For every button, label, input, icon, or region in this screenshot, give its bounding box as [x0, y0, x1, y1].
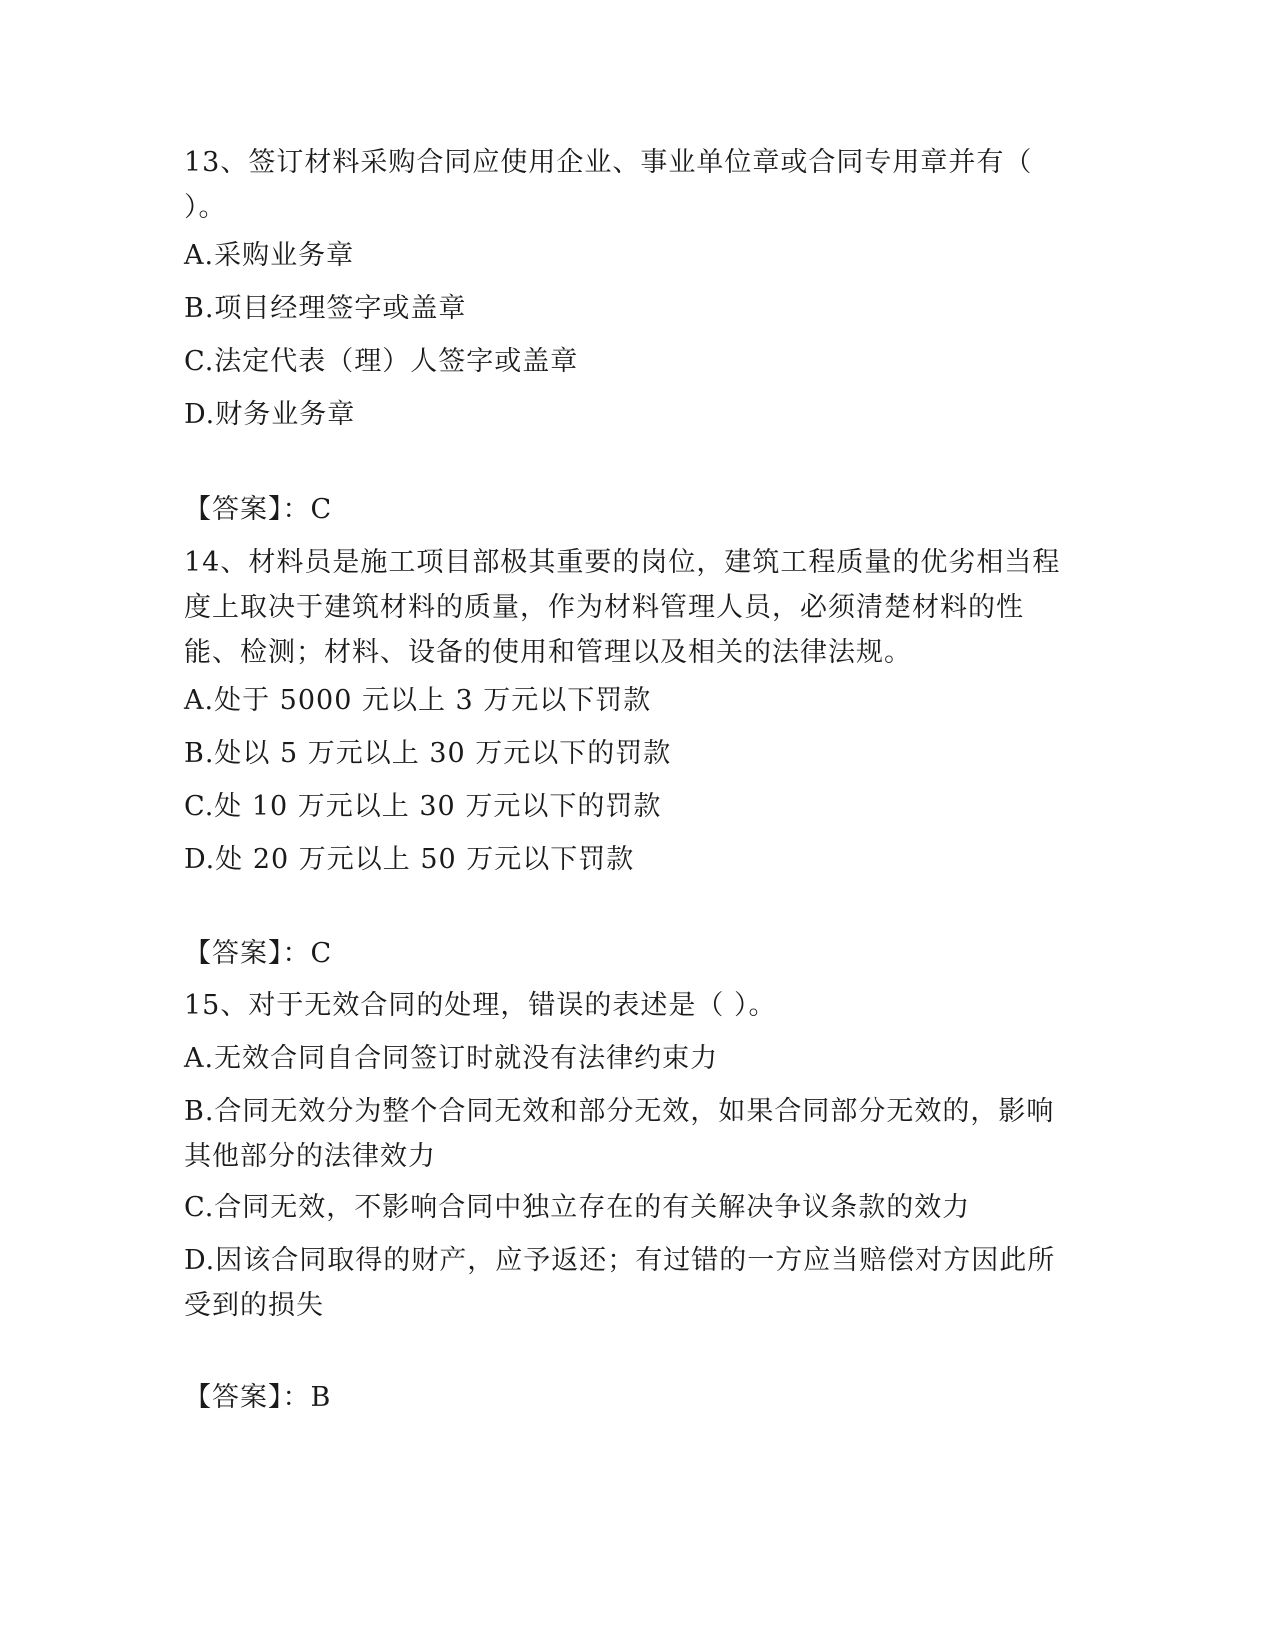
question-13-option-a: A.采购业务章: [184, 240, 355, 271]
answer-label: 【答案】：: [184, 938, 311, 969]
answer-label: 【答案】：: [184, 494, 311, 525]
answer-value: B: [310, 1382, 332, 1413]
question-15-stem: 15、对于无效合同的处理，错误的表述是（ ）。: [184, 990, 777, 1021]
question-15-option-b: B.合同无效分为整个合同无效和部分无效，如果合同部分无效的，影响其他部分的法律效力: [184, 1096, 1055, 1172]
question-14-option-c: C.处 10 万元以上 30 万元以下的罚款: [184, 791, 662, 822]
question-15-option-d: D.因该合同取得的财产，应予返还；有过错的一方应当赔偿对方因此所受到的损失: [184, 1245, 1056, 1321]
question-14-stem: 14、材料员是施工项目部极其重要的岗位，建筑工程质量的优劣相当程度上取决于建筑材料的质量，作为材料管理人员，必须清楚材料的性能、检测；材料、设备的使用和管理以及相关的法律法规。: [184, 547, 1061, 668]
answer-value: C: [310, 494, 333, 525]
question-14-option-d: D.处 20 万元以上 50 万元以下罚款: [184, 844, 635, 875]
question-13-stem: 13、签订材料采购合同应使用企业、事业单位章或合同专用章并有（ ）。: [184, 147, 1033, 223]
question-13-answer: [184, 490, 332, 530]
question-14-option-b: B.处以 5 万元以上 30 万元以下的罚款: [184, 738, 672, 769]
question-13-option-c: C.法定代表（理）人签字或盖章: [184, 346, 579, 377]
question-13-option-d: D.财务业务章: [184, 399, 356, 430]
question-14-answer: [184, 934, 332, 974]
answer-label: 【答案】：: [184, 1382, 311, 1413]
question-13-option-b: B.项目经理签字或盖章: [184, 293, 467, 324]
question-14-option-a: A.处于 5000 元以上 3 万元以下罚款: [184, 685, 652, 716]
question-15-option-a: A.无效合同自合同签订时就没有法律约束力: [184, 1043, 719, 1074]
question-15-answer: [184, 1378, 331, 1418]
question-15-option-c: C.合同无效，不影响合同中独立存在的有关解决争议条款的效力: [184, 1192, 971, 1223]
answer-value: C: [310, 938, 333, 969]
